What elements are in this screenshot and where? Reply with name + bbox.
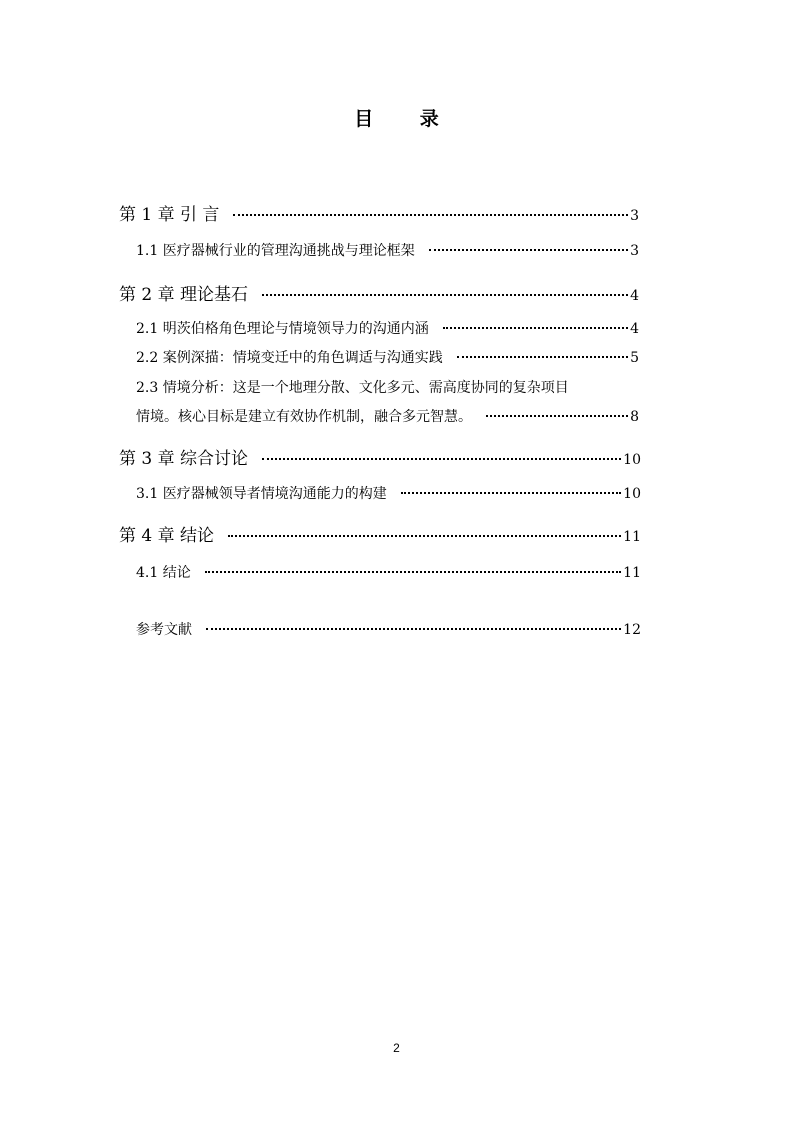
toc-entry-chapter-1[interactable] (119, 200, 639, 225)
toc-entry-label: 参考文献 (136, 622, 192, 638)
dot-leader (233, 213, 628, 216)
toc-entry-section-2-3-line1[interactable]: 2.3 情境分析：这是一个地理分散、文化多元、需高度协同的复杂项目 (136, 380, 569, 396)
toc-entry-section-2-2[interactable] (136, 347, 639, 367)
dot-leader (228, 534, 621, 537)
toc-entry-page: 3 (630, 243, 639, 259)
dot-leader (486, 414, 628, 417)
toc-entry-label: 4.1 结论 (136, 565, 191, 581)
dot-leader (457, 355, 628, 358)
toc-entry-section-1-1[interactable] (136, 240, 639, 260)
dot-leader (443, 326, 628, 329)
toc-entry-chapter-2[interactable] (119, 280, 639, 305)
toc-entry-section-3-1[interactable] (136, 483, 641, 503)
dot-leader (262, 457, 621, 460)
toc-entry-section-2-3[interactable] (136, 406, 639, 426)
toc-title: 目 录 (354, 108, 459, 130)
toc-entry-page: 4 (630, 288, 639, 304)
dot-leader (262, 293, 628, 296)
toc-entry-page: 11 (623, 529, 641, 545)
toc-entry-references[interactable] (136, 619, 641, 639)
toc-entry-label: 第 1 章 引 言 (119, 205, 220, 225)
toc-entry-label: 第 2 章 理论基石 (119, 285, 249, 305)
dot-leader (401, 491, 621, 494)
toc-entry-section-4-1[interactable] (136, 562, 641, 582)
dot-leader (429, 248, 628, 251)
toc-entry-label: 第 3 章 综合讨论 (119, 449, 249, 469)
toc-entry-label: 3.1 医疗器械领导者情境沟通能力的构建 (136, 486, 387, 502)
toc-entry-page: 12 (623, 622, 641, 638)
dot-leader (206, 627, 621, 630)
toc-entry-label: 2.2 案例深描：情境变迁中的角色调适与沟通实践 (136, 350, 443, 366)
page-number: 2 (393, 1041, 400, 1055)
toc-entry-page: 4 (630, 321, 639, 337)
toc-entry-page: 3 (630, 208, 639, 224)
toc-entry-label: 2.1 明茨伯格角色理论与情境领导力的沟通内涵 (136, 321, 429, 337)
toc-entry-page: 5 (630, 350, 639, 366)
toc-entry-chapter-4[interactable] (119, 521, 641, 546)
toc-entry-label: 情境。核心目标是建立有效协作机制，融合多元智慧。 (136, 409, 472, 425)
toc-entry-label: 第 4 章 结论 (119, 526, 215, 546)
toc-entry-page: 11 (623, 565, 641, 581)
toc-entry-page: 8 (630, 409, 639, 425)
toc-entry-page: 10 (623, 452, 641, 468)
toc-entry-label: 1.1 医疗器械行业的管理沟通挑战与理论框架 (136, 243, 415, 259)
toc-entry-section-2-1[interactable] (136, 318, 639, 338)
toc-entry-page: 10 (623, 486, 641, 502)
dot-leader (205, 570, 621, 573)
toc-entry-chapter-3[interactable] (119, 444, 641, 469)
